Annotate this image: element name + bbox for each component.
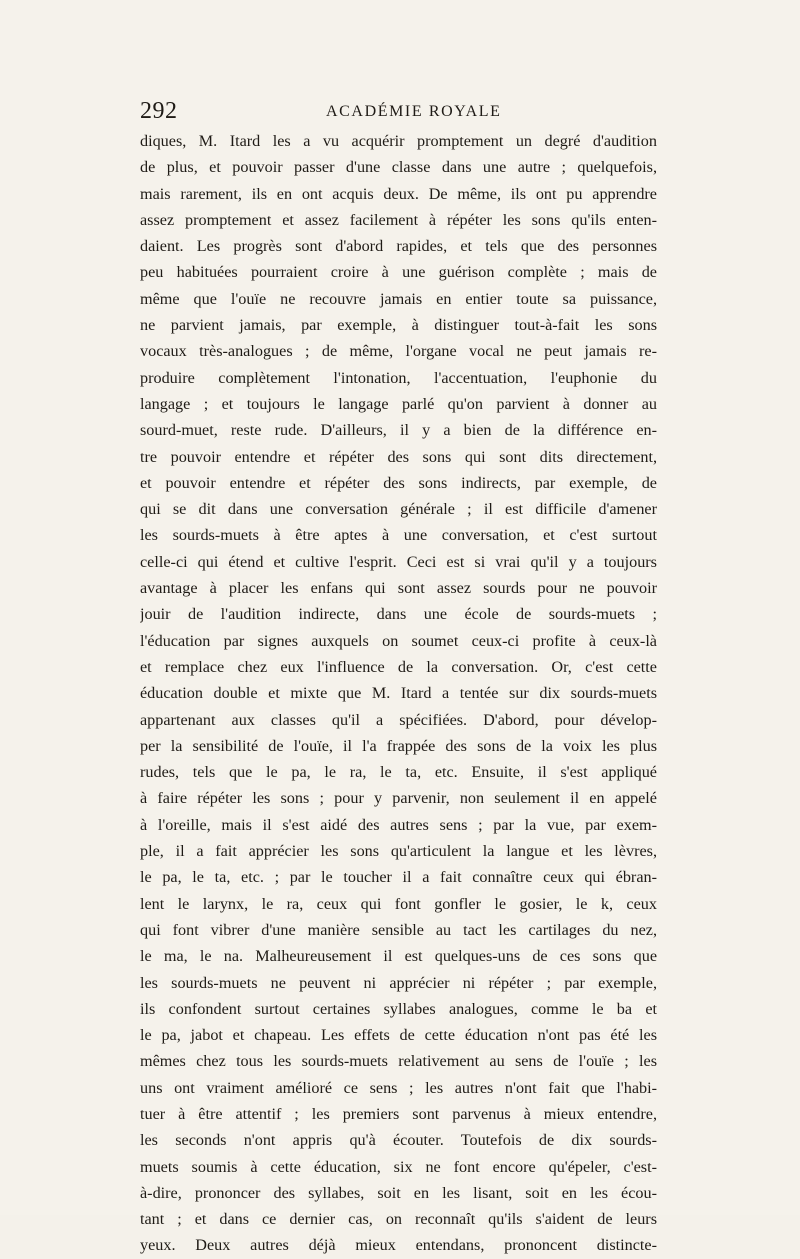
text-line: assez promptement et assez facilement à répéter les sons qu'ils enten-	[140, 210, 657, 229]
text-line: avantage à placer les enfans qui sont assez sourds pour ne pouvoir	[140, 579, 657, 598]
text-line: qui font vibrer d'une manière sensible au tact les cartilages du nez,	[140, 920, 657, 939]
page-header	[140, 98, 660, 128]
text-line: et pouvoir entendre et répéter des sons indirects, par exemple, de	[140, 473, 657, 492]
text-line: appartenant aux classes qu'il a spécifiées. D'abord, pour dévelop-	[140, 710, 657, 729]
text-line: jouir de l'audition indirecte, dans une école de sourds-muets ;	[140, 605, 657, 624]
text-line: celle-ci qui étend et cultive l'esprit. Ceci est si vrai qu'il y a toujours	[140, 552, 657, 571]
text-line: même que l'ouïe ne recouvre jamais en entier toute sa puissance,	[140, 289, 657, 308]
text-line: tant ; et dans ce dernier cas, on reconnaît qu'ils s'aident de leurs	[140, 1210, 657, 1229]
text-line: les seconds n'ont appris qu'à écouter. Toutefois de dix sourds-	[140, 1131, 657, 1150]
text-line: le pa, jabot et chapeau. Les effets de cette éducation n'ont pas été les	[140, 1026, 657, 1045]
text-line: le pa, le ta, etc. ; par le toucher il a fait connaître ceux qui ébran-	[140, 868, 657, 887]
text-line: produire complètement l'intonation, l'accentuation, l'euphonie du	[140, 368, 657, 387]
text-line: diques, M. Itard les a vu acquérir promptement un degré d'audition	[140, 132, 657, 150]
text-line: de plus, et pouvoir passer d'une classe dans une autre ; quelquefois,	[140, 158, 657, 177]
text-line: mais rarement, ils en ont acquis deux. De même, ils ont pu apprendre	[140, 184, 657, 203]
text-line: tuer à être attentif ; les premiers sont parvenus à mieux entendre,	[140, 1104, 657, 1123]
text-line: uns ont vraiment amélioré ce sens ; les autres n'ont fait que l'habi-	[140, 1078, 657, 1097]
text-line: ne parvient jamais, par exemple, à distinguer tout-à-fait les sons	[140, 316, 657, 335]
text-line: l'éducation par signes auxquels on soumet ceux-ci profite à ceux-là	[140, 631, 657, 650]
text-line: lent le larynx, le ra, ceux qui font gonfler le gosier, le k, ceux	[140, 894, 657, 913]
text-line: vocaux très-analogues ; de même, l'organe vocal ne peut jamais re-	[140, 342, 657, 361]
text-line: le ma, le na. Malheureusement il est quelques-uns de ces sons que	[140, 947, 657, 966]
text-line: à faire répéter les sons ; pour y parvenir, non seulement il en appelé	[140, 789, 657, 808]
text-line: daient. Les progrès sont d'abord rapides, et tels que des personnes	[140, 237, 657, 256]
text-line: muets soumis à cette éducation, six ne font encore qu'épeler, c'est-	[140, 1157, 657, 1176]
text-line: les sourds-muets ne peuvent ni apprécier ni répéter ; par exemple,	[140, 973, 657, 992]
text-line: ple, il a fait apprécier les sons qu'articulent la langue et les lèvres,	[140, 842, 657, 861]
body-text	[140, 128, 657, 1259]
text-line: à-dire, prononcer des syllabes, soit en les lisant, soit en les écou-	[140, 1183, 657, 1202]
text-line: éducation double et mixte que M. Itard a tentée sur dix sourds-muets	[140, 684, 657, 703]
text-line: peu habituées pourraient croire à une guérison complète ; mais de	[140, 263, 657, 282]
text-line: ils confondent surtout certaines syllabes analogues, comme le ba et	[140, 999, 657, 1018]
text-line: à l'oreille, mais il s'est aidé des autres sens ; par la vue, par exem-	[140, 815, 657, 834]
text-line: yeux. Deux autres déjà mieux entendans, prononcent distincte-	[140, 1236, 657, 1255]
text-line: et remplace chez eux l'influence de la conversation. Or, c'est cette	[140, 657, 657, 676]
running-head: ACADÉMIE ROYALE	[326, 103, 502, 120]
text-line: tre pouvoir entendre et répéter des sons qui sont dits directement,	[140, 447, 657, 466]
text-line: rudes, tels que le pa, le ra, le ta, etc. Ensuite, il s'est appliqué	[140, 763, 657, 782]
text-line: per la sensibilité de l'ouïe, il l'a frappée des sons de la voix les plus	[140, 736, 657, 755]
text-line: sourd-muet, reste rude. D'ailleurs, il y a bien de la différence en-	[140, 421, 657, 440]
text-line: les sourds-muets à être aptes à une conversation, et c'est surtout	[140, 526, 657, 545]
text-line: mêmes chez tous les sourds-muets relativement au sens de l'ouïe ; les	[140, 1052, 657, 1071]
text-line: langage ; et toujours le langage parlé qu'on parvient à donner au	[140, 394, 657, 413]
text-line: qui se dit dans une conversation générale ; il est difficile d'amener	[140, 500, 657, 519]
page-number: 292	[140, 98, 178, 124]
